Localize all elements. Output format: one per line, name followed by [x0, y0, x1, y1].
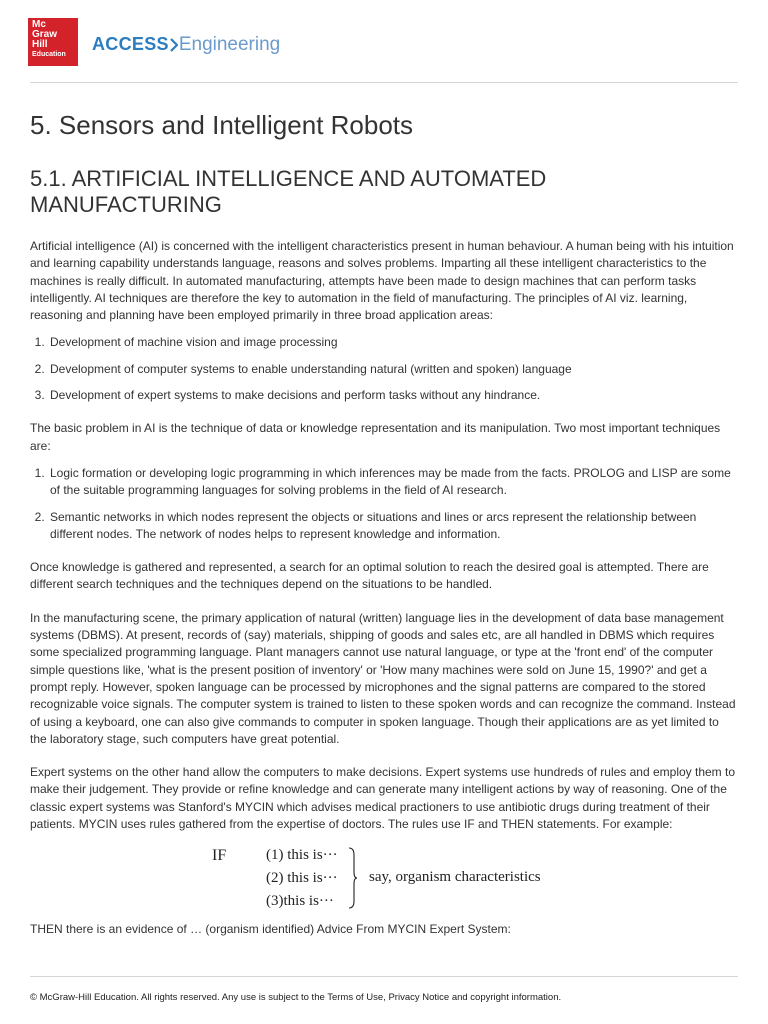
list-item: 1. Logic formation or developing logic programming in which inferences may be made from the facts. PROLOG and LISP are some of the suitable programming languages for solving problems in the field of AI research.	[48, 465, 738, 500]
copyright-footer: © McGraw-Hill Education. All rights reserved. Any use is subject to the Terms of Use, Privacy Notice and copyright information.	[30, 992, 562, 1003]
if-rule-formula	[30, 843, 738, 913]
formula-line: (2) this is···	[266, 870, 338, 887]
list-item: 1. Development of machine vision and image processing	[48, 334, 738, 351]
document-body	[30, 100, 738, 939]
application-areas-list	[30, 334, 738, 404]
paragraph: In the manufacturing scene, the primary application of natural (written) language lies in the development of data base management systems (DBMS). At present, records of (say) materials, shipping of goods and sales etc, are all handled in DBMS which requires some specialized programming language. Plant managers cannot use natural language, or type at the 'front end' of the computer simple questions like, 'what is the present position of inventory' or 'How many machines were sold on June 15, 1990?' and get a prompt reply. However, spoken language can be processed by microphones and the signal patterns are compared to the stored recognizable voice signals. The computer system is trained to listen to these spoken words and can recognize the command. Instead of using a keyboard, one can also give commands to computer in spoken language. Though their applications are as yet limited to the laboratory stage, such computers have great potential.	[30, 610, 736, 746]
formula-note: say, organism characteristics	[369, 869, 541, 886]
logo-arrow-icon	[170, 38, 178, 52]
logo-engineering-text: Engineering	[178, 34, 281, 55]
list-item: 2. Development of computer systems to enable understanding natural (written and spoken) language	[48, 361, 738, 378]
page-header	[0, 0, 768, 80]
right-brace-icon	[348, 847, 358, 909]
formula-line: (3)this is···	[266, 893, 334, 910]
list-item: 3. Development of expert systems to make decisions and perform tasks without any hindrance.	[48, 387, 738, 404]
list-item: 2. Semantic networks in which nodes represent the objects or situations and lines or arcs represent the relationship between different nodes. The network of nodes helps to represent knowledge and information.	[48, 509, 738, 544]
access-engineering-logo[interactable]	[92, 30, 280, 58]
section-title: 5.1. ARTIFICIAL INTELLIGENCE AND AUTOMATED MANUFACTURING	[30, 166, 547, 217]
paragraph: THEN there is an evidence of … (organism identified) Advice From MYCIN Expert System:	[30, 922, 511, 937]
footer-divider	[30, 976, 738, 977]
formula-if: IF	[212, 847, 227, 865]
paragraph: Once knowledge is gathered and represented, a search for an optimal solution to reach the desired goal is attempted. There are different search techniques and the techniques depend on the situations to be handled.	[30, 560, 709, 592]
mcgraw-hill-logo[interactable]: Mc Graw Hill Education	[28, 18, 78, 66]
paragraph: The basic problem in AI is the technique of data or knowledge representation and its manipulation. Two most important techniques are:	[30, 421, 721, 453]
logo-access-text: ACCESS	[92, 34, 169, 54]
paragraph: Artificial intelligence (AI) is concerned with the intelligent characteristics present in human behaviour. A human being with his intuition and learning capability understands language, reasons and solves problems. Imparting all these intelligent characteristics to the machines is really difficult. In automated manufacturing, attempts have been made to design machines that can perform tasks intelligently. AI techniques are therefore the key to automation in the field of manufacturing. The principles of AI viz. learning, reasoning and planning have been employed primarily in three broad application areas:	[30, 239, 734, 323]
paragraph: Expert systems on the other hand allow the computers to make decisions. Expert systems use hundreds of rules and employ them to make their judgement. They provide or refine knowledge and can generate many intelligent actions by way of reasoning. One of the classic expert systems was Stanford's MYCIN which advises medical practioners to use antibiotic drugs during treatment of their patients. MYCIN uses rules gathered from the expertise of doctors. The rules use IF and THEN statements. For example:	[30, 765, 736, 832]
chapter-title: 5. Sensors and Intelligent Robots	[30, 110, 414, 140]
formula-line: (1) this is···	[266, 847, 338, 864]
header-divider	[30, 82, 738, 83]
representation-techniques-list	[30, 465, 738, 543]
